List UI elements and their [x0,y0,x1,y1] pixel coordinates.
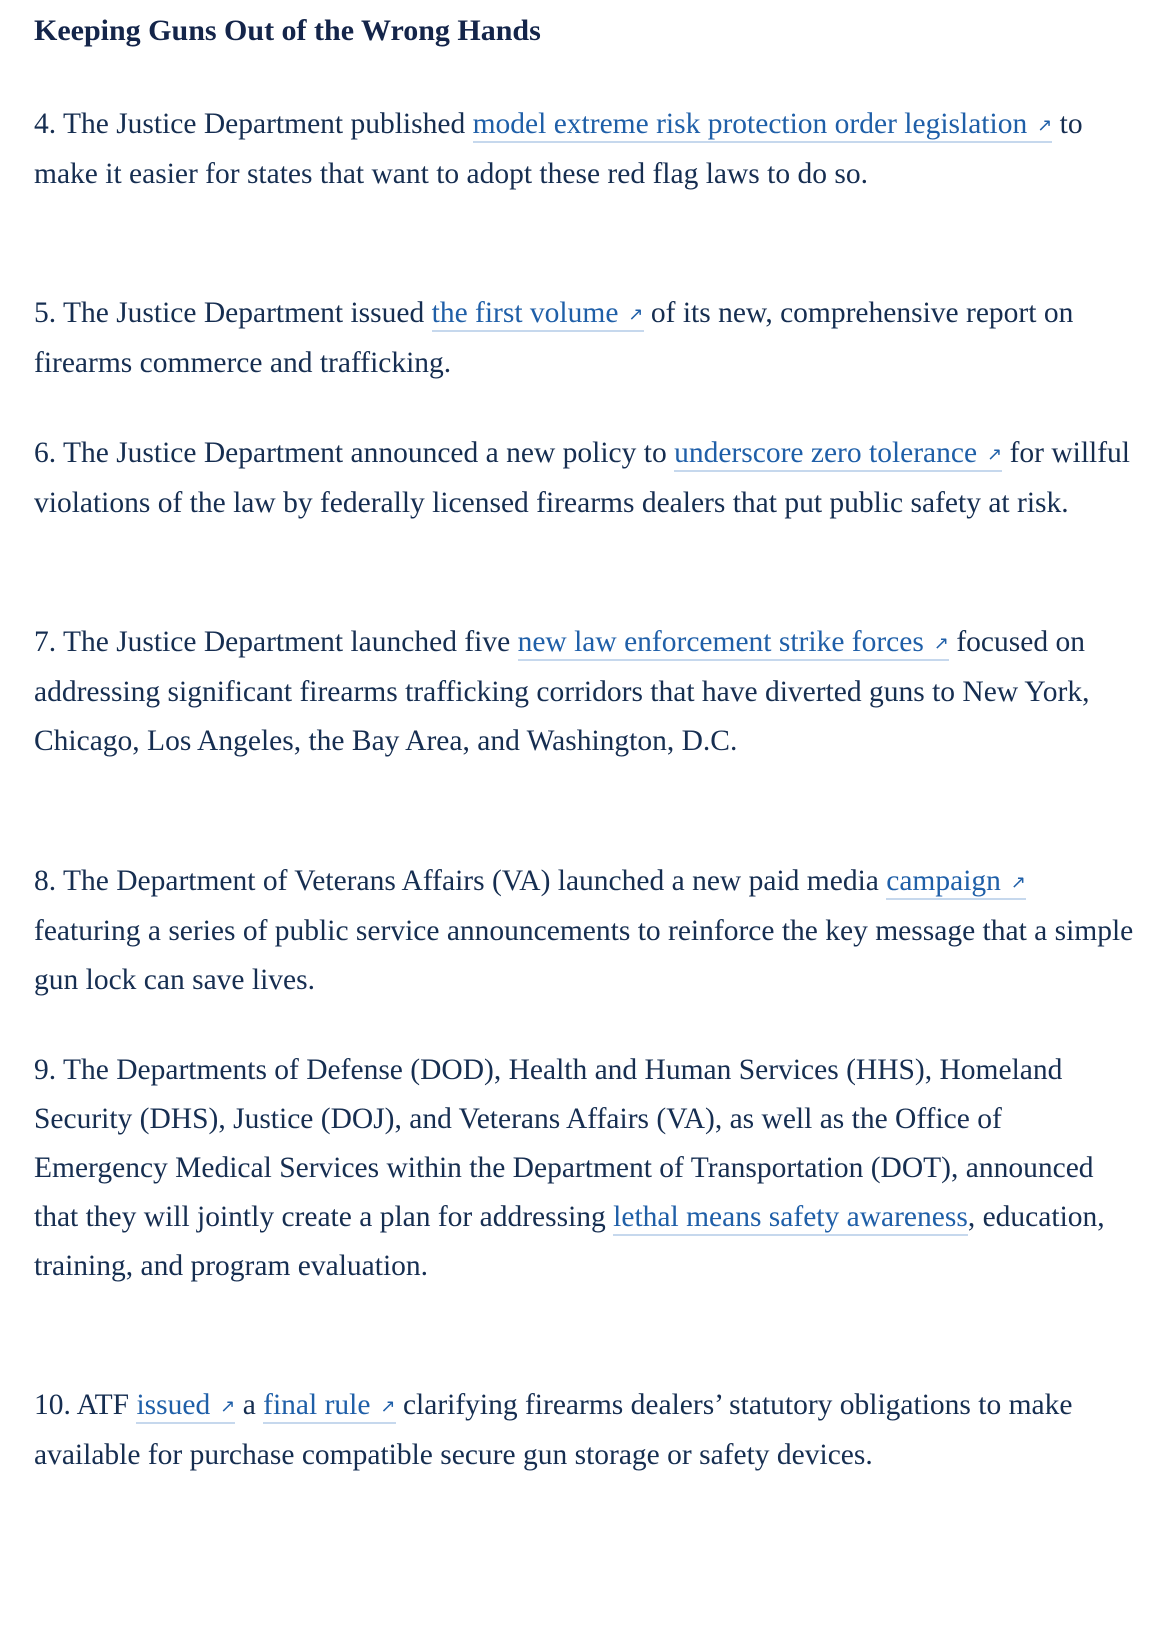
lethal-means-link[interactable]: lethal means safety awareness [613,1201,968,1236]
list-item: 6. The Justice Department announced a new policy to underscore zero tolerance ↗ for willful violations of the law by federally licensed firearms dealers that put public safety at risk. [34,437,1130,519]
strike-forces-link[interactable]: new law enforcement strike forces ↗ [518,626,949,661]
external-link-icon: ↗ [933,633,949,654]
list-item: 4. The Justice Department published model extreme risk protection order legislation ↗ to make it easier for states that want to adopt these red flag laws to do so. [34,108,1083,190]
first-volume-link[interactable]: the first volume ↗ [432,297,644,332]
external-link-icon: ↗ [1010,872,1027,893]
list-item: 7. The Justice Department launched five new law enforcement strike forces ↗ focused on addressing significant firearms trafficking corridors that have diverted guns to New York, Chicago, Los Angeles, the Bay Area, and Washington, D.C. [34,626,1090,757]
external-link-icon: ↗ [628,304,644,325]
list-item: 5. The Justice Department issued the first volume ↗ of its new, comprehensive report on firearms commerce and trafficking. [34,297,1074,379]
final-rule-link[interactable]: final rule ↗ [263,1389,395,1424]
erpo-legislation-link[interactable]: model extreme risk protection order legislation ↗ [473,108,1053,143]
campaign-link[interactable]: campaign ↗ [886,865,1026,900]
external-link-icon: ↗ [987,444,1003,465]
list-item: 8. The Department of Veterans Affairs (VA) launched a new paid media campaign ↗ featuring a series of public service announcements to reinforce the key message that a simple gun lock can save lives. [34,865,1134,996]
list-item: 9. The Departments of Defense (DOD), Health and Human Services (HHS), Homeland Security (DHS), Justice (DOJ), and Veterans Affairs (VA), as well as the Office of Emergency Medical Services within the Department of Transportation (DOT), announced that they will jointly create a plan for addressing lethal means safety awareness, education, training, and program evaluation. [34,1054,1105,1282]
external-link-icon: ↗ [220,1396,236,1417]
external-link-icon: ↗ [1037,115,1053,136]
section-heading: Keeping Guns Out of the Wrong Hands [34,14,541,47]
issued-link[interactable]: issued ↗ [136,1389,235,1424]
list-item: 10. ATF issued ↗ a final rule ↗ clarifying firearms dealers’ statutory obligations to make available for purchase compatible secure gun storage or safety devices. [34,1389,1073,1471]
external-link-icon: ↗ [380,1396,396,1417]
zero-tolerance-link[interactable]: underscore zero tolerance ↗ [674,437,1002,472]
